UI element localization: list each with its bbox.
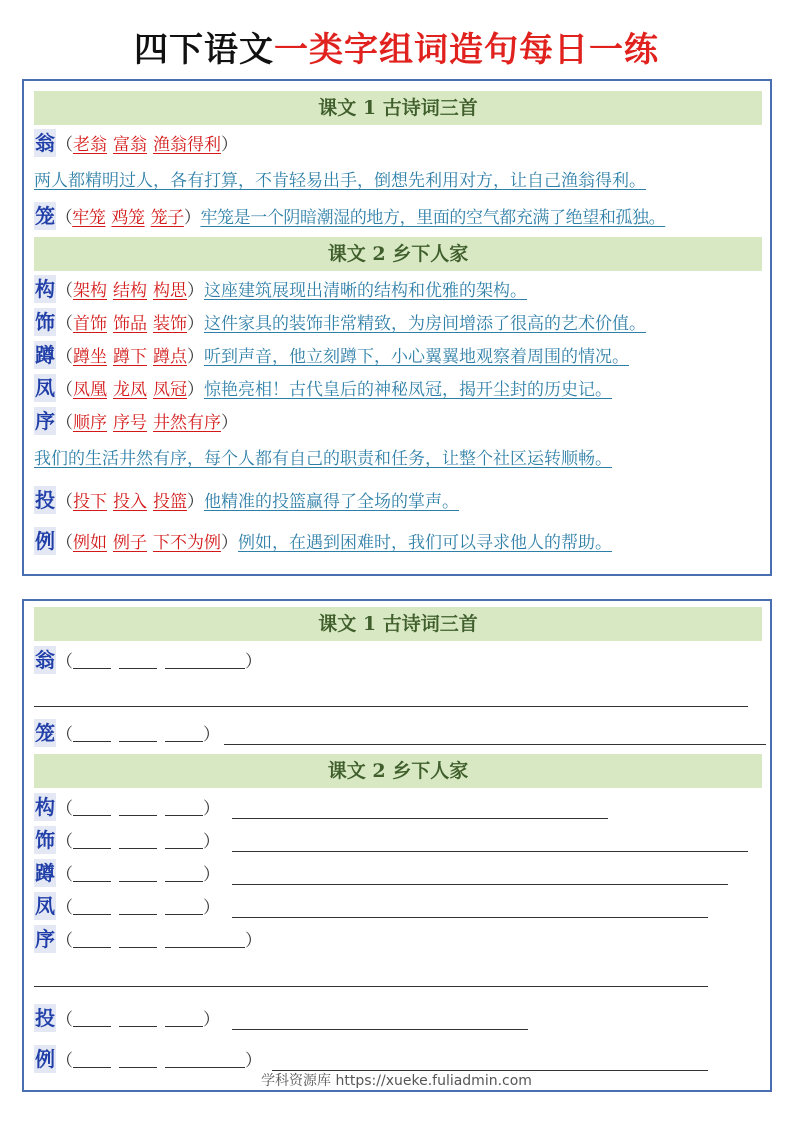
word: 鸡笼: [111, 208, 145, 228]
word-blank[interactable]: [165, 894, 203, 915]
sentence: 牢笼是一个阴暗潮湿的地方，里面的空气都充满了绝望和孤独。: [200, 208, 666, 228]
entry-row: [34, 202, 762, 233]
paren-close: ）: [187, 314, 204, 334]
word: 构思: [153, 281, 187, 301]
page-title: [0, 22, 793, 71]
word: 顺序: [73, 413, 107, 433]
word-blank[interactable]: [73, 927, 111, 948]
paren-open: （: [56, 799, 73, 819]
word: 装饰: [153, 314, 187, 334]
paren-close: ）: [221, 413, 238, 433]
sentence-blank[interactable]: [232, 917, 708, 918]
word: 凤冠: [153, 380, 187, 400]
paren-open: （: [56, 725, 73, 745]
paren-close: ）: [245, 931, 262, 951]
entry-char: 翁: [35, 648, 55, 672]
paren-close: ）: [203, 1010, 220, 1030]
lesson-heading: 课文 1 古诗词三首: [34, 91, 762, 125]
paren-open: （: [56, 380, 73, 400]
entry-char: 蹲: [35, 861, 55, 885]
practice-section: [22, 599, 772, 1092]
word: 序号: [113, 413, 147, 433]
word: 结构: [113, 281, 147, 301]
word: 渔翁得利: [153, 135, 221, 155]
word-blank[interactable]: [119, 1006, 157, 1027]
paren-open: （: [56, 1010, 73, 1030]
sentence: 这件家具的装饰非常精致，为房间增添了很高的艺术价值。: [204, 314, 646, 334]
paren-open: （: [56, 314, 73, 334]
paren-open: （: [56, 281, 73, 301]
entry-row: [34, 129, 762, 160]
word-blank[interactable]: [165, 1006, 203, 1027]
word: 蹲下: [113, 347, 147, 367]
paren-open: （: [55, 208, 73, 228]
practice-row: [34, 892, 762, 923]
word-blank[interactable]: [73, 1006, 111, 1027]
entry-row: [34, 486, 762, 517]
word-blank[interactable]: [119, 861, 157, 882]
sentence-row: [34, 166, 762, 196]
word-blank[interactable]: [119, 648, 157, 669]
sentence-blank[interactable]: [224, 744, 766, 745]
paren-open: （: [56, 135, 73, 155]
word-blank[interactable]: [119, 927, 157, 948]
paren-close: ）: [187, 347, 204, 367]
practice-row: [34, 1004, 762, 1035]
paren-open: （: [56, 898, 73, 918]
entry-char: 例: [35, 1047, 55, 1071]
paren-open: （: [56, 413, 73, 433]
entry-row: [34, 374, 762, 405]
practice-row: [34, 925, 762, 956]
word: 牢笼: [72, 208, 106, 228]
lesson-heading: 课文 2 乡下人家: [34, 754, 762, 788]
word-blank[interactable]: [73, 1047, 111, 1068]
entry-char: 蹲: [35, 343, 55, 367]
word: 投下: [73, 492, 107, 512]
entry-char: 序: [35, 409, 55, 433]
word-blank[interactable]: [73, 648, 111, 669]
sentence: 两人都精明过人，各有打算，不肯轻易出手，倒想先利用对方，让自己渔翁得利。: [34, 171, 646, 191]
footer-watermark: 学科资源库 https://xueke.fuliadmin.com: [261, 1073, 532, 1089]
practice-row: [34, 859, 762, 890]
entry-char: 凤: [35, 376, 55, 400]
word: 投入: [113, 492, 147, 512]
entry-char: 构: [35, 795, 55, 819]
word: 凤凰: [73, 380, 107, 400]
word-blank[interactable]: [165, 795, 203, 816]
entry-char: 序: [35, 927, 55, 951]
entry-row: [34, 275, 762, 306]
entry-row: [34, 407, 762, 438]
practice-row: [34, 646, 762, 677]
word: 老翁: [73, 135, 107, 155]
word-blank[interactable]: [165, 648, 245, 669]
word: 富翁: [113, 135, 147, 155]
entry-char: 笼: [35, 204, 55, 228]
word: 井然有序: [153, 413, 221, 433]
word-blank[interactable]: [165, 828, 203, 849]
word: 架构: [73, 281, 107, 301]
lesson-heading: 课文 2 乡下人家: [34, 237, 762, 271]
paren-close: ）: [245, 652, 262, 672]
entry-char: 笼: [35, 721, 55, 745]
paren-close: ）: [245, 1051, 262, 1071]
paren-close: ）: [203, 832, 220, 852]
paren-close: ）: [203, 799, 220, 819]
paren-open: （: [56, 492, 73, 512]
sentence-blank[interactable]: [232, 1029, 528, 1030]
entry-char: 构: [35, 277, 55, 301]
sentence: 听到声音，他立刻蹲下，小心翼翼地观察着周围的情况。: [204, 347, 629, 367]
paren-open: （: [56, 832, 73, 852]
word: 饰品: [113, 314, 147, 334]
word: 下不为例: [153, 533, 221, 553]
paren-close: ）: [221, 135, 238, 155]
paren-close: ）: [183, 208, 201, 228]
word-blank[interactable]: [73, 721, 111, 742]
entry-char: 例: [35, 529, 55, 553]
paren-close: ）: [187, 281, 204, 301]
word-blank[interactable]: [119, 721, 157, 742]
entry-row: [34, 341, 762, 372]
entry-row: [34, 308, 762, 339]
entry-char: 投: [35, 488, 55, 512]
entry-char: 投: [35, 1006, 55, 1030]
answer-section: [22, 79, 772, 576]
sentence: 他精准的投篮赢得了全场的掌声。: [204, 492, 459, 512]
sentence: 惊艳亮相！古代皇后的神秘凤冠，揭开尘封的历史记。: [204, 380, 612, 400]
paren-close: ）: [187, 380, 204, 400]
word-blank[interactable]: [165, 927, 245, 948]
word-blank[interactable]: [73, 828, 111, 849]
paren-open: （: [56, 1051, 73, 1071]
word-blank[interactable]: [73, 861, 111, 882]
word: 例如: [73, 533, 107, 553]
word-blank[interactable]: [119, 894, 157, 915]
sentence-blank[interactable]: [34, 706, 748, 707]
sentence-blank[interactable]: [232, 818, 608, 819]
paren-open: （: [56, 652, 73, 672]
sentence-blank[interactable]: [34, 986, 708, 987]
paren-close: ）: [203, 865, 220, 885]
word-blank[interactable]: [165, 861, 203, 882]
practice-row: [34, 826, 762, 857]
paren-close: ）: [203, 725, 220, 745]
practice-row: [34, 719, 762, 750]
word: 投篮: [153, 492, 187, 512]
paren-close: ）: [203, 898, 220, 918]
entry-row: [34, 527, 762, 558]
word-blank[interactable]: [119, 795, 157, 816]
sentence-blank[interactable]: [232, 851, 748, 852]
word: 笼子: [150, 208, 184, 228]
sentence-row: [34, 444, 762, 474]
paren-close: ）: [187, 492, 204, 512]
word-blank[interactable]: [165, 1047, 245, 1068]
entry-char: 饰: [35, 310, 55, 334]
word: 龙凤: [113, 380, 147, 400]
lesson-heading: 课文 1 古诗词三首: [34, 607, 762, 641]
paren-open: （: [56, 533, 73, 553]
sentence-blank[interactable]: [232, 884, 728, 885]
title-red-part: 一类字组词造句每日一练: [274, 30, 659, 70]
sentence: 这座建筑展现出清晰的结构和优雅的架构。: [204, 281, 527, 301]
entry-char: 翁: [35, 131, 55, 155]
word-blank[interactable]: [73, 795, 111, 816]
word-blank[interactable]: [119, 828, 157, 849]
word: 蹲坐: [73, 347, 107, 367]
sentence: 我们的生活井然有序，每个人都有自己的职责和任务，让整个社区运转顺畅。: [34, 449, 612, 469]
paren-open: （: [56, 931, 73, 951]
word-blank[interactable]: [165, 721, 203, 742]
entry-char: 凤: [35, 894, 55, 918]
word: 例子: [113, 533, 147, 553]
word: 蹲点: [153, 347, 187, 367]
paren-close: ）: [221, 533, 238, 553]
word-blank[interactable]: [119, 1047, 157, 1068]
practice-row: [34, 793, 762, 824]
paren-open: （: [56, 347, 73, 367]
title-black-part: 四下语文: [134, 30, 274, 70]
sentence: 例如，在遇到困难时，我们可以寻求他人的帮助。: [238, 533, 612, 553]
paren-open: （: [56, 865, 73, 885]
entry-char: 饰: [35, 828, 55, 852]
word: 首饰: [73, 314, 107, 334]
word-blank[interactable]: [73, 894, 111, 915]
